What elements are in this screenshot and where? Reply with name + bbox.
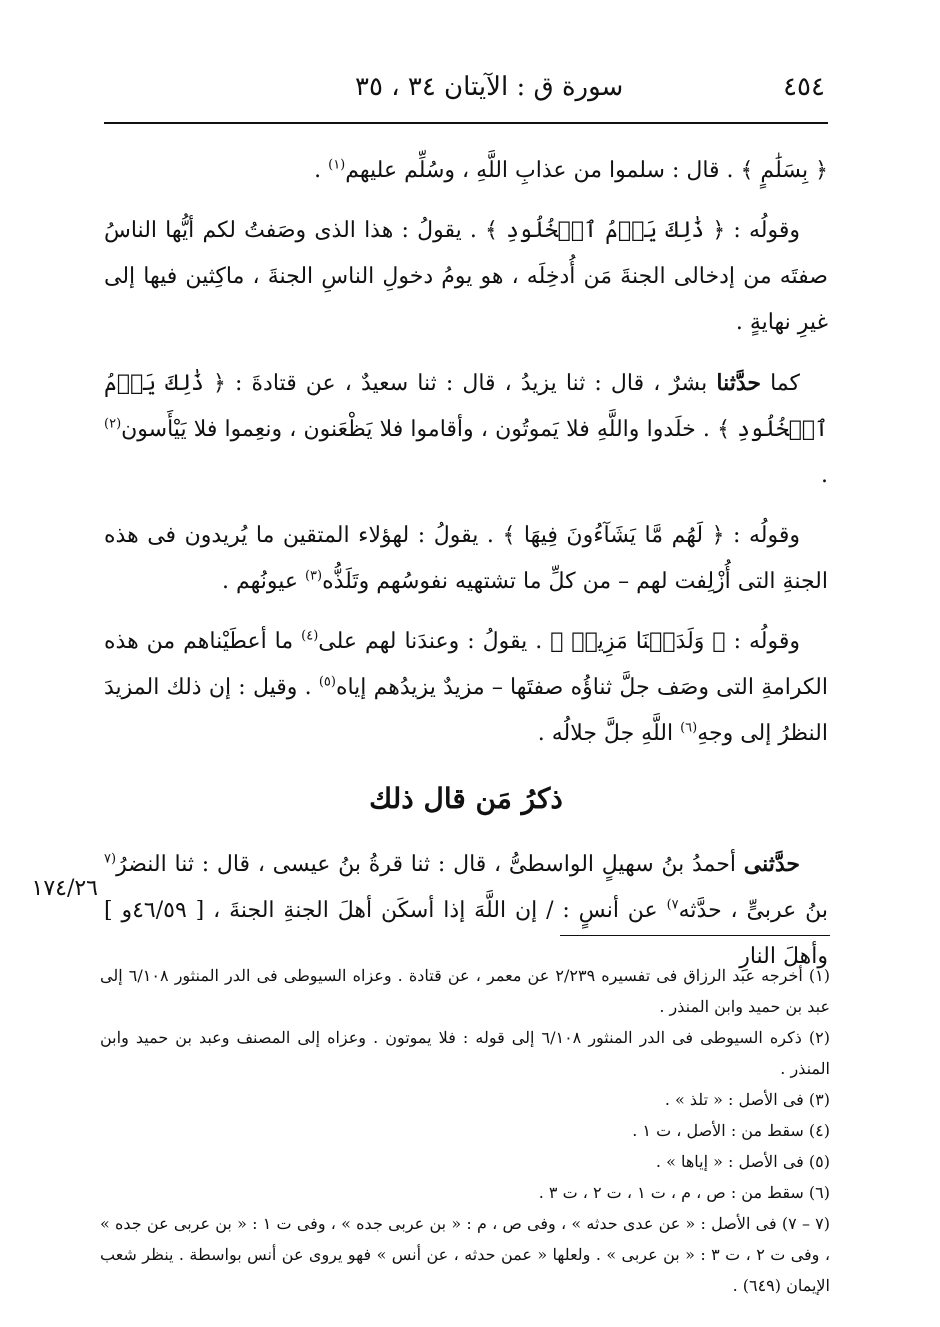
main-text <box>104 148 828 994</box>
commentary-text: اللَّهِ جلَّ جلالُه . <box>537 721 681 746</box>
footnote-ref: ٧) <box>666 897 679 913</box>
isnad-keyword: حدَّثنا <box>716 370 762 396</box>
commentary-text: عيونُهم . <box>221 569 305 594</box>
commentary-text: . <box>821 463 828 488</box>
footnote-ref: (٣) <box>304 568 323 584</box>
margin-reference: ١٧٤/٢٦ <box>31 876 98 901</box>
footnote-ref: (٥) <box>318 674 336 690</box>
footnote-rule <box>560 935 830 936</box>
commentary-text: بنُ عربىٍّ ، حدَّثه <box>678 898 829 923</box>
commentary-text: ما أعطَيْناهم من هذه الكرامةِ التى وصَف جلَّ ثناؤُه صفتَها – مزيدٌ يزيدُهم إياه <box>104 629 828 700</box>
quran-quote: ﴿ لَهُم مَّا يَشَآءُونَ فِيهَا ﴾ <box>502 523 725 548</box>
footnote: (٢) ذكره السيوطى فى الدر المنثور ٦/١٠٨ إلى قوله : فلا يموتون . وعزاه إلى المصنف وعبد بن حميد وابن المنذر . <box>100 1028 830 1078</box>
footnotes <box>100 960 830 1301</box>
lead-text: وقولُه : <box>725 629 800 654</box>
footnote-ref: (٢) <box>104 416 122 432</box>
lead-text: وقولُه : <box>725 218 801 243</box>
commentary-text: أحمدُ بنُ سهيلٍ الواسطىُّ ، قال : ثنا قرةُ بنُ عيسى ، قال : ثنا النضرُ <box>116 852 744 877</box>
footnote: (٤) سقط من : الأصل ، ت ١ . <box>632 1121 830 1140</box>
footnote: (١) أخرجه عبد الرزاق فى تفسيره ٢/٢٣٩ عن معمر ، عن قتادة . وعزاه السيوطى فى الدر المنثور ٦/١٠٨ إلى عبد بن حميد وابن المنذر . <box>100 966 831 1016</box>
commentary-text: . <box>314 158 329 183</box>
footnote-ref: (٧ <box>104 851 117 867</box>
commentary-text: . يقولُ : لهؤلاء المتقين ما يُريدون فى هذه الجنةِ التى أُزْلِفت لهم – من كلِّ ما تشتهيه نفوسُهم وتَلَذُّه <box>104 523 828 594</box>
footnote: (٧ – ٧) فى الأصل : « عن عدى حدثه » ، وفى ص ، م : « بن عربى جده » ، وفى ت ١ : « بن عربى عن جده » ، وفى ت ٢ ، ت ٣ : « بن عربى » . ولعلها « عمن حدثه ، عن أنس » فهو يروى عن أنس بواسطة . ينظر شعب الإيمان (٦٤٩) . <box>100 1214 831 1295</box>
paragraph-3 <box>104 360 828 499</box>
paragraph-1 <box>104 148 828 194</box>
paragraph-5 <box>104 619 828 757</box>
footnote: (٦) سقط من : ص ، م ، ت ١ ، ت ٢ ، ت ٣ . <box>538 1183 830 1202</box>
footnote: (٣) فى الأصل : « تلذ » . <box>664 1090 830 1109</box>
section-heading: ذكرُ مَن قال ذلك <box>369 782 563 815</box>
commentary-text: . يقولُ : وعندَنا لهم على <box>318 629 551 654</box>
page-number: ٤٥٤ <box>783 72 825 102</box>
isnad-keyword: حدَّثنى <box>743 851 800 877</box>
lead-text: كما <box>761 371 801 396</box>
commentary-text: . وقيل : إن ذلك المزيدَ النظرُ إلى وجهِ <box>104 675 828 746</box>
commentary-text: . خلَدوا واللَّهِ فلا يَموتُون ، وأقاموا فلا يَظْعَنون ، ونعِموا فلا يَيْأَسون <box>121 417 718 442</box>
footnote: (٥) فى الأصل : « إياها » . <box>655 1152 830 1171</box>
commentary-text: . يقولُ : هذا الذى وصَفتُ لكم أيُّها الناسُ صفتَه من إدخالى الجنةَ مَن أُدخِلَه ، هو يومُ دخولِ الناسِ الجنةَ ، ماكِثين فيها إلى غيرِ نهايةٍ . <box>104 218 828 335</box>
header-rule <box>104 122 828 124</box>
quran-quote: ﴿ ذَٰلِكَ يَوۡمُ ٱلۡخُلُودِ ﴾ <box>485 218 726 243</box>
commentary-text: بشرٌ ، قال : ثنا يزيدُ ، قال : ثنا سعيدٌ ، عن قتادةَ : <box>225 371 717 396</box>
commentary-text: . قال : سلموا من عذابِ اللَّهِ ، وسُلِّم عليهم <box>345 158 741 183</box>
paragraph-2 <box>104 208 828 346</box>
footnote-ref: (٦) <box>680 720 698 736</box>
quran-quote: ﴿ وَلَدَيۡنَا مَزِيدٞ ﴾ <box>550 629 726 654</box>
quran-quote: ﴿ بِسَلَٰمٍ ﴾ <box>740 158 828 183</box>
running-title: سورة ق : الآيتان ٣٤ ، ٣٥ <box>355 72 624 102</box>
lead-text: وقولُه : <box>724 523 801 548</box>
paragraph-4 <box>104 513 828 605</box>
running-header <box>105 62 825 102</box>
footnote-ref: (١) <box>328 157 346 173</box>
commentary-text: عن أنسٍ : / إن اللَّهَ إذا أسكَن أهلَ الجنةِ الجنةَ ، [ ٤٦/٥٩و ] وأهلَ النارِ <box>104 898 828 969</box>
footnote-ref: (٤) <box>301 628 319 644</box>
quran-quote: ﴿ ذَٰلِكَ يَوۡمُ ٱلۡخُلُودِ ﴾ <box>104 371 828 442</box>
